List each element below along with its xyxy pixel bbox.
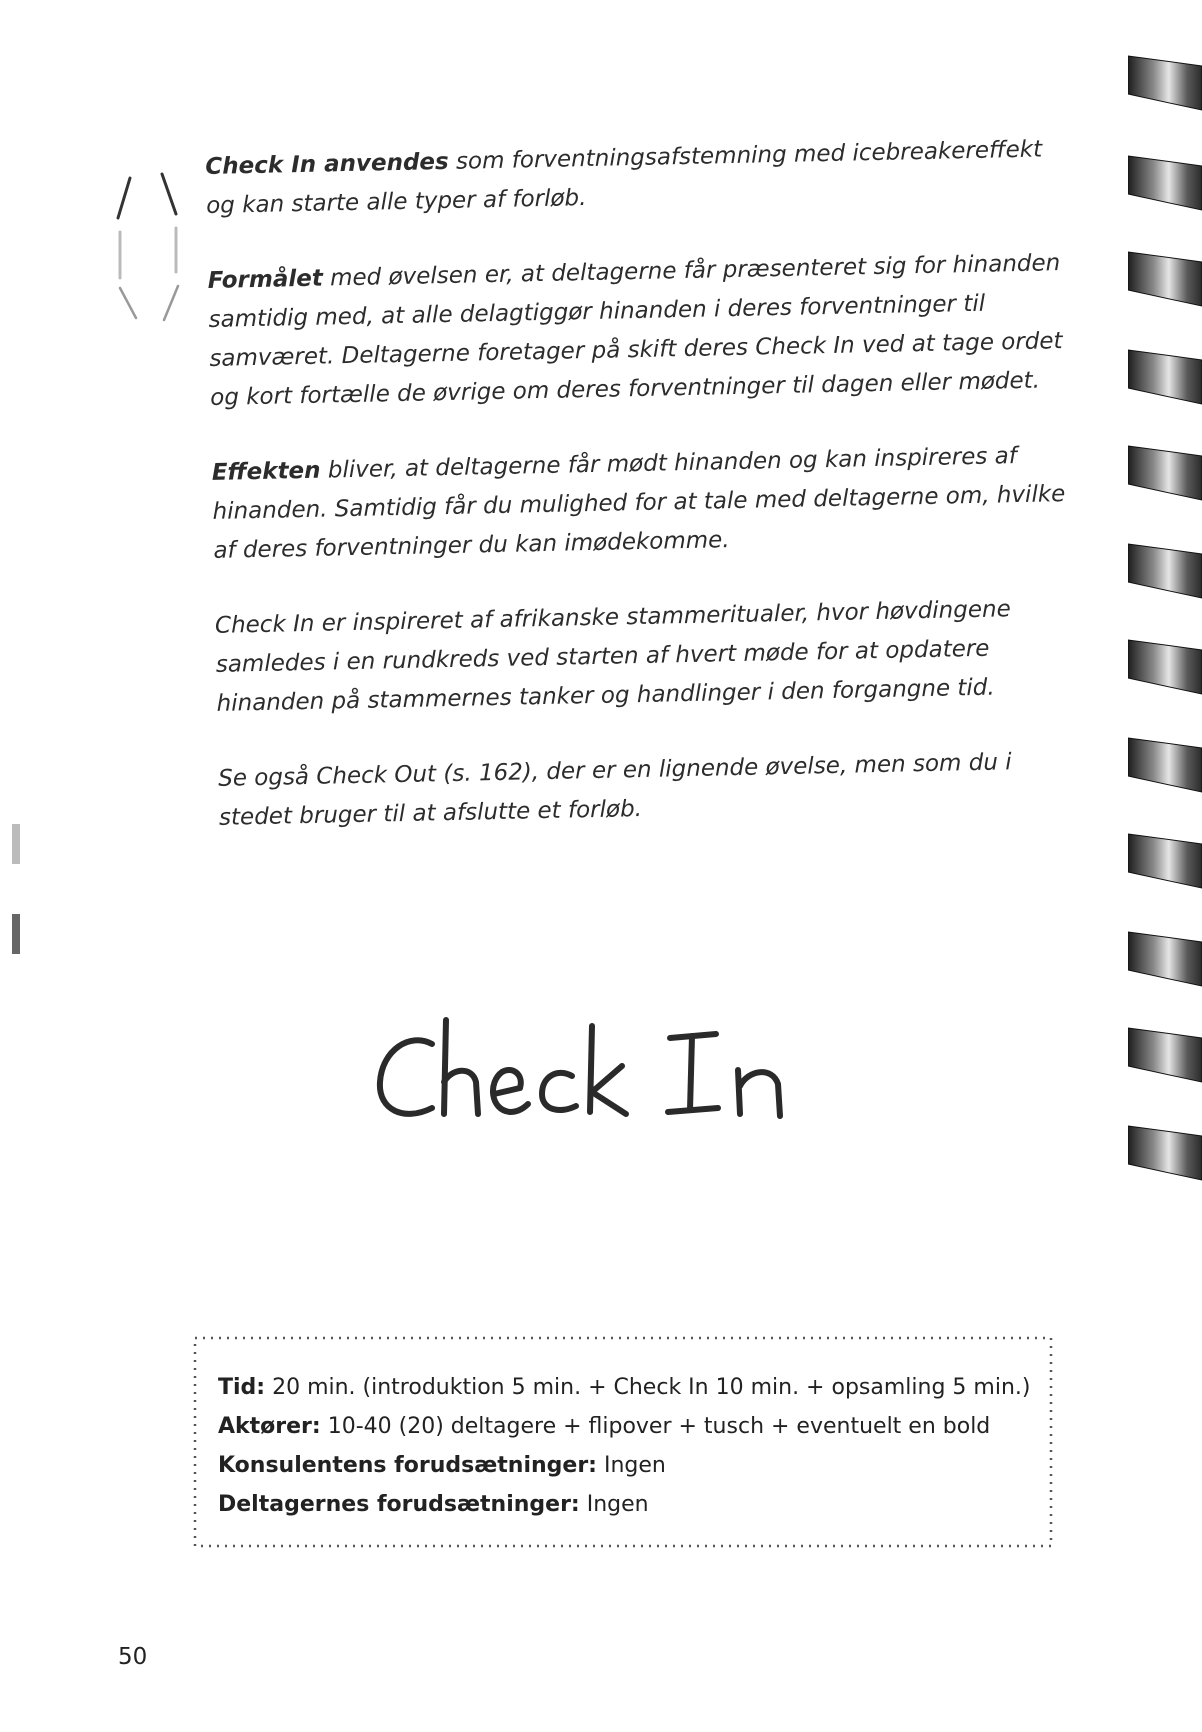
info-actors xyxy=(218,1407,1030,1446)
intro-lead: Check In anvendes xyxy=(205,148,449,180)
info-time xyxy=(218,1368,1030,1407)
info-consultant xyxy=(218,1446,1030,1485)
see-also-paragraph: Se også Check Out (s. 162), der er en lignende øvelse, men som du i stedet bruger til at afslutte et forløb. xyxy=(217,749,1012,831)
purpose-lead: Formålet xyxy=(207,265,324,294)
info-box xyxy=(218,1368,1030,1524)
page-number: 50 xyxy=(118,1644,148,1670)
spiral-binding-icon xyxy=(1128,0,1202,1732)
scan-edge-mark xyxy=(12,824,20,974)
origin-paragraph: Check In er inspireret af afrikanske stammeritualer, hvor høvdingene samledes i en rundkreds ved starten af hvert møde for at opdatere hinanden på stammernes tanker og handlinger i den forgangne tid. xyxy=(214,596,1011,717)
purpose-paragraph xyxy=(207,244,1080,418)
body-text xyxy=(205,130,1090,874)
effect-text: bliver, at deltagerne får mødt hinanden og kan inspireres af hinanden. Samtidig får du mulighed for at tale med deltagerne om, hvilke af deres forventninger du kan imødekomme. xyxy=(212,443,1066,564)
actors-label: Aktører: xyxy=(218,1414,321,1439)
consultant-value: Ingen xyxy=(596,1453,666,1478)
effect-lead: Effekten xyxy=(211,457,321,486)
participant-label: Deltagernes forudsætninger: xyxy=(218,1492,580,1517)
intro-text: som forventningsafstemning med icebreakereffekt og kan starte alle typer af forløb. xyxy=(205,136,1043,219)
consultant-label: Konsulentens forudsætninger: xyxy=(218,1453,597,1478)
info-participants xyxy=(218,1485,1030,1524)
bracket-decoration-icon xyxy=(112,170,202,330)
effect-paragraph xyxy=(211,436,1083,571)
intro-paragraph xyxy=(205,130,1076,226)
actors-value: 10-40 (20) deltagere + flipover + tusch + eventuelt en bold xyxy=(320,1414,991,1439)
time-value: 20 min. (introduktion 5 min. + Check In 10 min. + opsamling 5 min.) xyxy=(265,1375,1031,1400)
check-in-handwritten-title xyxy=(370,1010,830,1140)
purpose-text: med øvelsen er, at deltagerne får præsenteret sig for hinanden samtidig med, at alle delagtiggør hinanden i deres forventninger til samværet. Deltagerne foretager på skift deres Check In ved at tage ordet og kort fortælle de øvrige om deres forventninger til dagen eller mødet. xyxy=(208,250,1063,411)
time-label: Tid: xyxy=(218,1375,266,1400)
participant-value: Ingen xyxy=(579,1492,649,1517)
